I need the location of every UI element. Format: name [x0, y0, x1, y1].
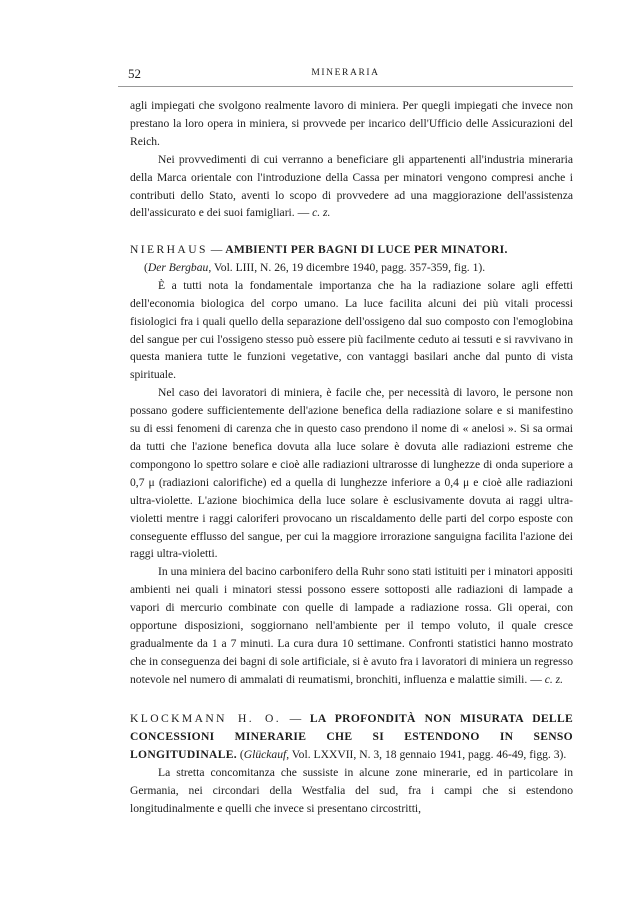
signature: c. z. — [312, 206, 331, 220]
signature: c. z. — [544, 672, 564, 686]
paragraph: La stretta concomitanza che sussiste in alcune zone minerarie, ed in particolare in Germania, nei circondari della Westfalia del sud, fra i campi che si estendono longitudinalmente e quelli che invece si presentano circostritti, — [130, 765, 573, 815]
heading-dash: — — [281, 712, 310, 725]
article-author: NIERHAUS — [130, 243, 208, 256]
source-journal: Der Bergbau — [147, 260, 209, 274]
citation-open: ( — [144, 260, 148, 274]
header-rule — [118, 86, 573, 87]
article-heading — [130, 710, 573, 764]
paragraph — [130, 563, 573, 688]
citation-details: , Vol. LXXVII, N. 3, 18 gennaio 1941, pagg. 46-49, figg. 3). — [286, 747, 567, 761]
paragraph: agli impiegati che svolgono realmente lavoro di miniera. Per quegli impiegati che invece non prestano la loro opera in miniera, si provvede per incarico dell'Ufficio delle Assicurazioni del Reich. — [130, 99, 573, 148]
article-heading — [130, 241, 573, 259]
page-number: 52 — [128, 66, 141, 81]
article-title: AMBIENTI PER BAGNI DI LUCE PER MINATORI. — [225, 243, 508, 256]
source-journal: Glückauf — [243, 747, 287, 761]
paragraph — [130, 151, 573, 223]
article-author: KLOCKMANN H. O. — [130, 712, 282, 725]
paragraph-text: In una miniera del bacino carbonifero della Ruhr sono stati istituiti per i minatori appositi ambienti nei quali i minatori stessi possono essere sottoposti alle radiazioni di lampade a vapori di mercurio combinate con quelle di lampade a radiazione rossa. Gli operai, con opportune disposizioni, soggiornano nell'ambiente per il tempo voluto, il quale cresce gradualmente da 1 a 7 minuti. La cura dura 10 settimane. Confronti statistici hanno mostrato che in conseguenza dei bagni di sole artificiale, si è avuto fra i lavoratori di miniera un regresso notevole nel numero di ammalati di reumatismi, bronchiti, influenza e malattie simili. — — [130, 565, 573, 686]
citation-details: , Vol. LIII, N. 26, 19 dicembre 1940, pagg. 357-359, fig. 1). — [208, 260, 486, 274]
block-continuation — [130, 97, 573, 222]
running-title: MINERARIA — [311, 68, 380, 78]
article-title: LA PROFONDITÀ NON MISURATA DELLE CONCESSIONI MINERARIE CHE SI ESTENDONO IN SENSO LONGITUDINALE. — [130, 712, 574, 761]
paragraph-text: Nei provvedimenti di cui verranno a beneficiare gli appartenenti all'industria mineraria della Marca orientale con l'introduzione della Cassa per minatori vengono compresi anche i contributi dello Stato, aventi lo scopo di provvedere ad una maggiorazione dell'assistenza dell'assicurato e dei suoi famigliari. — — [130, 152, 573, 220]
page-header — [118, 66, 573, 82]
paragraph: È a tutti nota la fondamentale importanza che ha la radiazione solare agli effetti dell'economia biologica del corpo umano. La luce facilita alcuni dei più vitali processi fisiologici fra i quali quello della separazione dell'ossigeno dal suo composto con l'emoglobina del sangue per cui l'ossigeno stesso può essere più facilmente ceduto ai tessuti e si ravvivano in questa maniera tutte le funzioni vegetative, con vantaggi basilari anche dal punto di vista spirituale. — [130, 278, 573, 382]
paragraph: Nel caso dei lavoratori di miniera, è facile che, per necessità di lavoro, le persone non possano godere sufficientemente dell'azione benefica della radiazione solare e si manifestino su di essi fenomeni di carenza che in questo caso prendono il nome di « anelosi ». Si sa ormai da tutti che l'azione benefica dovuta alla luce solare è dovuta alle radiazioni estreme che compongono lo spettro solare e cioè alle radiazioni ultrarosse di lunghezze di onda superiore a 0,7 μ (radiazioni calorifiche) ed a quella di lunghezze inferiore a 0,4 μ e cioè alle radiazioni ultra-violette. L'azione biochimica della luce solare è esclusivamente dovuta ai raggi ultra-violetti mentre i raggi caloriferi provocano un riscaldamento delle parti del corpo esposte con conseguente efflusso del sangue, per cui la maggiore irrorazione sanguigna facilita l'azione dei raggi ultra-violetti. — [130, 386, 573, 561]
heading-dash: — — [207, 243, 226, 256]
article-klockmann — [130, 710, 573, 817]
article-nierhaus — [130, 241, 573, 689]
citation-open: ( — [236, 747, 244, 761]
article-citation — [130, 259, 573, 277]
